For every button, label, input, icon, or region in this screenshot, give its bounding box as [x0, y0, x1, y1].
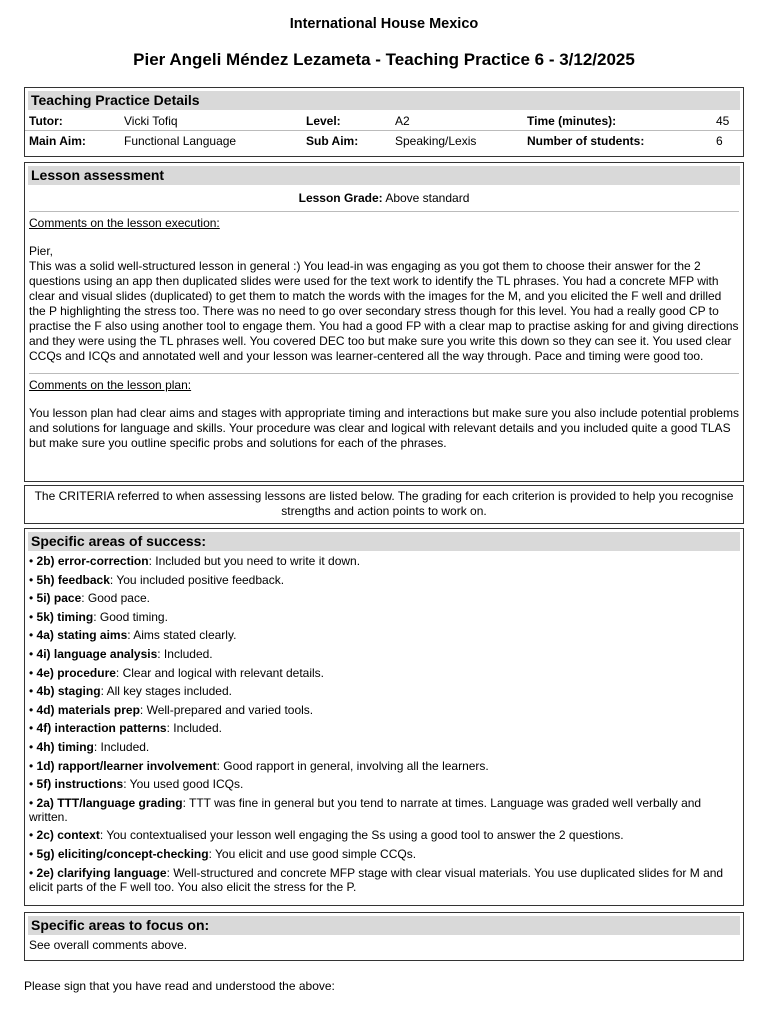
areas-to-focus — [24, 912, 744, 961]
lesson-grade — [25, 191, 743, 205]
success-item-criterion: 4d) materials prep — [36, 702, 140, 717]
success-item — [29, 740, 739, 754]
focus-heading: Specific areas to focus on: — [28, 916, 740, 935]
success-item-criterion: 4f) interaction patterns — [36, 721, 167, 736]
success-item-comment: : All key stages included. — [100, 684, 232, 699]
main-aim-value: Functional Language — [124, 134, 237, 148]
details-row-2 — [25, 130, 743, 150]
bullet-icon: • — [29, 865, 37, 880]
bullet-icon: • — [29, 702, 37, 717]
page-title: Pier Angeli Méndez Lezameta - Teaching Practice 6 - 3/12/2025 — [133, 50, 635, 69]
teaching-practice-details — [24, 87, 744, 157]
success-item-criterion: 4b) staging — [36, 684, 101, 699]
bullet-icon: • — [29, 758, 37, 773]
plan-comments: You lesson plan had clear aims and stages with appropriate timing and interactions but make sure you also include potential problems and solutions for language and skills. Your procedure was clear and logical with relevant details and you included quite a good TLAS but make sure you outline specific probs and solutions for each of the phrases. — [29, 406, 739, 450]
success-item-comment: : TTT was fine in general but you tend to narrate at times. Language was graded well verbally and written. — [29, 795, 702, 824]
success-item-criterion: 4h) timing — [36, 739, 94, 754]
bullet-icon: • — [29, 665, 37, 680]
success-item-criterion: 5i) pace — [36, 591, 82, 606]
execution-text: This was a solid well-structured lesson in general :) You lead-in was engaging as you got them to choose their answer for the 2 questions using an app then duplicated slides were used for the text work to identify the TL phrases. You had a concrete MFP with clear and visual slides (duplicated) to get them to match the words with the images for the M, and you elicited the F well and drilled the P highlighting the stress too. There was no need to go over secondary stress though for this level. You had a really good CP to practise the F also using another tool to engage them. You had a good FP with a clear map to practise asking for and giving directions and they were using the TL phrases well. You covered DEC too but make sure you write this down so they can see it. You used clear CCQs and ICQs and annotated well and your lesson was learner-centered all the way through. Pace and timing were good too. — [29, 259, 739, 363]
criteria-note: The CRITERIA referred to when assessing lessons are listed below. The grading for each criterion is provided to help you recognise strengths and action points to work on. — [24, 485, 744, 524]
success-item-comment: : Good pace. — [81, 591, 150, 606]
success-item-criterion: 4e) procedure — [36, 665, 116, 680]
bullet-icon: • — [29, 828, 37, 843]
time-value: 45 — [716, 114, 730, 128]
bullet-icon: • — [29, 591, 37, 606]
success-item — [29, 684, 739, 698]
success-item — [29, 847, 739, 861]
success-item — [29, 666, 739, 680]
areas-of-success — [24, 528, 744, 906]
success-item-comment: : You used good ICQs. — [123, 777, 244, 792]
divider — [29, 211, 739, 212]
success-item — [29, 647, 739, 661]
bullet-icon: • — [29, 846, 37, 861]
success-item-criterion: 5k) timing — [36, 609, 94, 624]
success-item-comment: : You contextualised your lesson well engaging the Ss using a good tool to answer the 2 questions. — [99, 828, 624, 843]
greeting: Pier, — [29, 244, 54, 258]
success-item-criterion: 5f) instructions — [36, 777, 124, 792]
main-aim-label: Main Aim: — [29, 134, 86, 148]
students-value: 6 — [716, 134, 723, 148]
success-heading: Specific areas of success: — [28, 532, 740, 551]
success-item-criterion: 2a) TTT/language grading — [36, 795, 183, 810]
details-row-1 — [25, 110, 743, 130]
sign-instruction: Please sign that you have read and understood the above: — [24, 979, 335, 993]
lesson-assessment — [24, 162, 744, 482]
bullet-icon: • — [29, 739, 37, 754]
success-item-comment: : Included. — [157, 646, 213, 661]
execution-comments-label: Comments on the lesson execution: — [29, 216, 220, 230]
level-label: Level: — [306, 114, 341, 128]
success-item-comment: : You elicit and use good simple CCQs. — [208, 846, 417, 861]
success-item-comment: : Included. — [93, 739, 150, 754]
success-item-comment: : Included. — [166, 721, 222, 736]
tutor-value: Vicki Tofiq — [124, 114, 178, 128]
success-item-comment: : Well-structured and concrete MFP stage with clear visual materials. You use duplicated slides for M and elicit parts of the F well too. You also elicit the stress for the P. — [29, 865, 724, 894]
execution-comments — [29, 244, 739, 364]
success-item — [29, 573, 739, 587]
success-item — [29, 866, 739, 894]
success-item-comment: : Good timing. — [93, 609, 168, 624]
bullet-icon: • — [29, 795, 37, 810]
success-item-comment: : Clear and logical with relevant details. — [115, 665, 325, 680]
school-name: International House Mexico — [289, 16, 479, 32]
bullet-icon: • — [29, 609, 37, 624]
success-item-comment: : Included but you need to write it down. — [148, 554, 361, 568]
success-item-comment: : Well-prepared and varied tools. — [139, 702, 314, 717]
success-item-criterion: 4a) stating aims — [36, 628, 128, 643]
success-item — [29, 591, 739, 605]
success-item-criterion: 2b) error-correction — [36, 554, 149, 568]
success-item-comment: : You included positive feedback. — [109, 572, 285, 587]
divider — [29, 373, 739, 374]
success-item — [29, 796, 739, 824]
bullet-icon: • — [29, 554, 37, 568]
success-item — [29, 828, 739, 842]
sub-aim-value: Speaking/Lexis — [395, 134, 477, 148]
assessment-heading: Lesson assessment — [28, 166, 740, 185]
bullet-icon: • — [29, 777, 37, 792]
success-item-criterion: 2e) clarifying language — [36, 865, 167, 880]
row-divider — [25, 130, 743, 131]
success-item — [29, 703, 739, 717]
sub-aim-label: Sub Aim: — [306, 134, 359, 148]
tutor-label: Tutor: — [29, 114, 63, 128]
success-item-criterion: 5g) eliciting/concept-checking — [36, 846, 209, 861]
success-item-criterion: 1d) rapport/learner involvement — [36, 758, 217, 773]
level-value: A2 — [395, 114, 410, 128]
success-item-comment: : Aims stated clearly. — [127, 628, 237, 643]
success-item — [29, 554, 739, 568]
grade-value: Above standard — [385, 191, 470, 205]
success-item — [29, 759, 739, 773]
success-item — [29, 628, 739, 642]
success-list — [29, 554, 739, 894]
grade-label: Lesson Grade: — [298, 191, 383, 205]
success-item-criterion: 2c) context — [36, 828, 100, 843]
bullet-icon: • — [29, 721, 37, 736]
bullet-icon: • — [29, 628, 37, 643]
success-item — [29, 777, 739, 791]
success-item-criterion: 4i) language analysis — [36, 646, 158, 661]
time-label: Time (minutes): — [527, 114, 617, 128]
plan-comments-label: Comments on the lesson plan: — [29, 378, 192, 392]
details-heading: Teaching Practice Details — [28, 91, 740, 110]
success-item-comment: : Good rapport in general, involving all the learners. — [216, 758, 489, 773]
students-label: Number of students: — [527, 134, 645, 148]
success-item — [29, 721, 739, 735]
bullet-icon: • — [29, 646, 37, 661]
success-item-criterion: 5h) feedback — [36, 572, 110, 587]
focus-text: See overall comments above. — [29, 938, 188, 952]
success-item — [29, 610, 739, 624]
bullet-icon: • — [29, 572, 37, 587]
bullet-icon: • — [29, 684, 37, 699]
